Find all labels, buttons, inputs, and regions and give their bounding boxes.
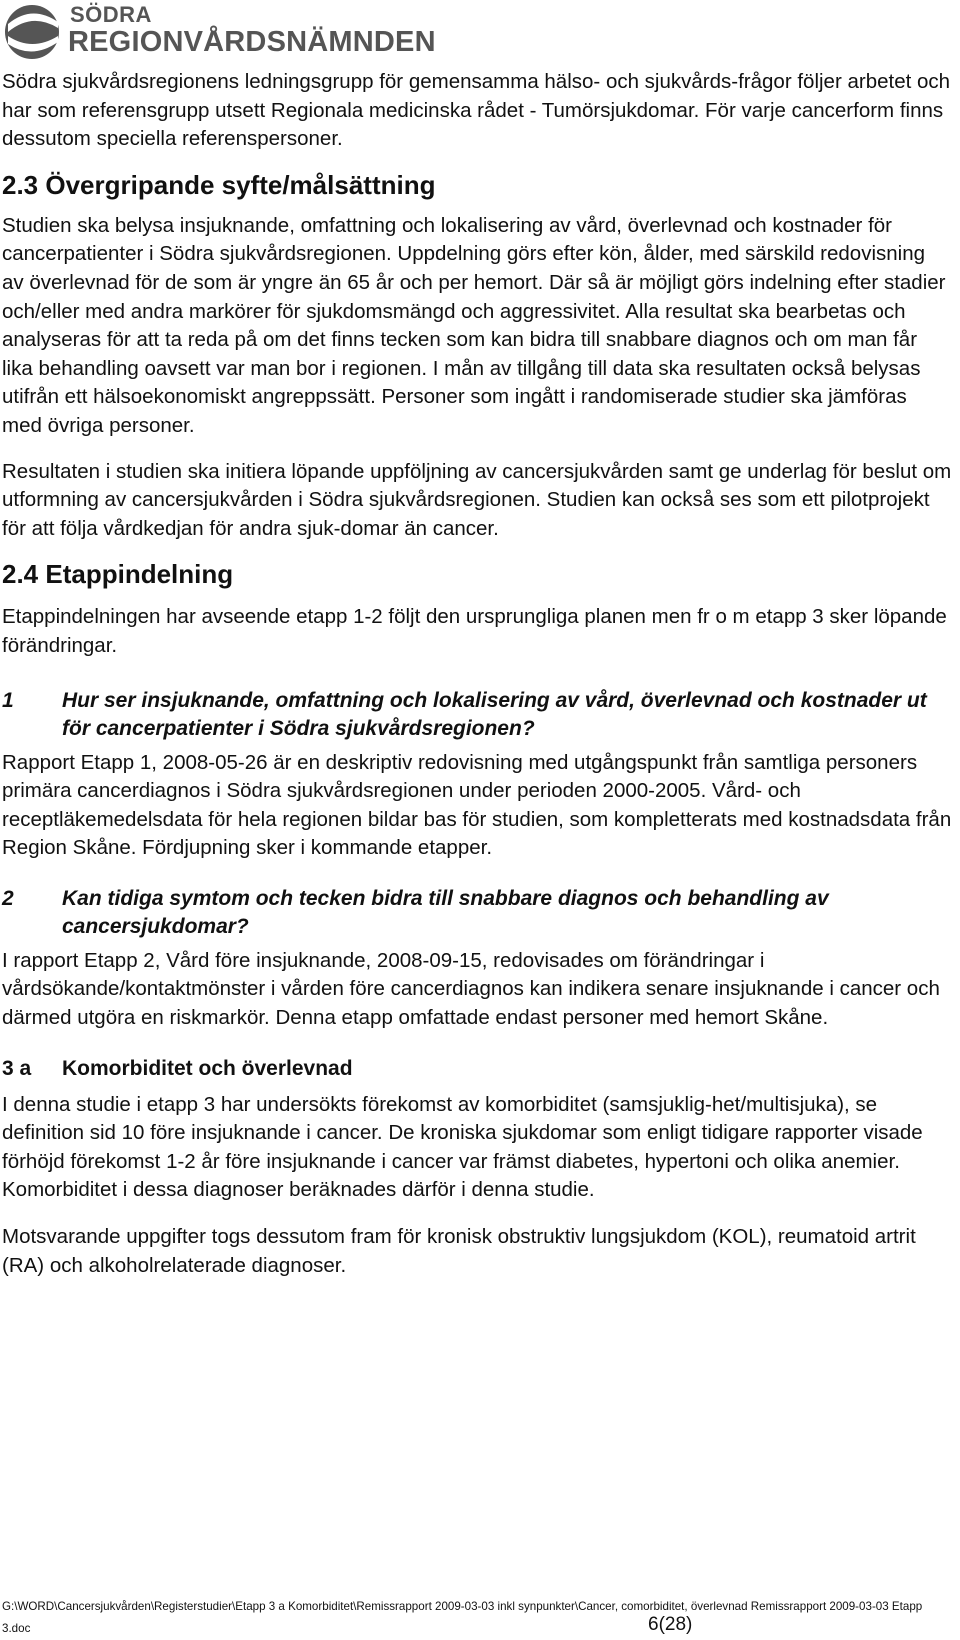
- section-2-4-paragraph: Etappindelningen har avseende etapp 1-2 följt den ursprungliga planen men fr o m etapp 3 sker löpande förändringar.: [2, 605, 947, 657]
- question-1-text: Hur ser insjuknande, omfattning och lokalisering av vård, överlevnad och kostnader ut för cancerpatienter i Södra sjukvårdsregionen?: [62, 688, 927, 740]
- question-1-heading: [2, 687, 952, 743]
- section-3a-paragraph-2: Motsvarande uppgifter togs dessutom fram för kronisk obstruktiv lungsjukdom (KOL), reumatoid artrit (RA) och alkoholrelaterade diagnoser.: [2, 1225, 916, 1277]
- question-2-paragraph: I rapport Etapp 2, Vård före insjuknande, 2008-09-15, redovisades om förändringar i vårdsökande/kontaktmönster i vården före cancerdiagnos kan indikera senare insjuknande i cancer och därmed utgöra en riskmarkör. Denna etapp omfattade endast personer med hemort Skåne.: [2, 948, 940, 1030]
- question-1-number: 1: [2, 688, 14, 712]
- question-2-text: Kan tidiga symtom och tecken bidra till snabbare diagnos och behandling av cancersjukdomar?: [62, 886, 829, 938]
- section-3a-heading: [2, 1055, 952, 1083]
- section-3a-title: Komorbiditet och överlevnad: [62, 1056, 353, 1080]
- section-2-3-heading: 2.3 Övergripande syfte/målsättning: [2, 169, 436, 200]
- footer-file-path: G:\WORD\Cancersjukvården\Registerstudier\Etapp 3 a Komorbiditet\Remissrapport 2009-03-03 inkl synpunkter\Cancer, comorbiditet, överlevnad Remissrapport 2009-03-03 Etapp 3.doc: [2, 1600, 923, 1635]
- sodra-regionvardsnamnden-logo: [2, 2, 436, 60]
- question-2-number: 2: [2, 886, 14, 910]
- section-3a-number: 3 a: [2, 1056, 32, 1080]
- logo-text-regionvardsnamnden: REGIONVÅRDSNÄMNDEN: [68, 26, 436, 58]
- section-2-3-paragraph-1: Studien ska belysa insjuknande, omfattning och lokalisering av vård, överlevnad och kostnader för cancerpatienter i Södra sjukvårdsregionen. Uppdelning görs efter kön, ålder, med särskild redovisning av överlevnad för de som är yngre än 65 år och per hemort. Där så är möjligt görs indelning efter stadier och/eller med andra markörer för sjukdomsmängd och aggressivitet. Alla resultat ska bearbetas och analyseras för att ta reda på om det finns tecken som kan bidra till snabbare diagnos och om man får lika behandling oavsett var man bor i regionen. I mån av tillgång till data ska resultaten också belysas utifrån ett hälsoekonomiskt angreppssätt. Personer som ingått i randomiserade studier ska jämföras med övriga personer.: [2, 213, 946, 437]
- section-2-3-paragraph-2: Resultaten i studien ska initiera löpande uppföljning av cancersjukvården samt ge underlag för beslut om utformning av cancersjukvården i Södra sjukvårdsregionen. Studien kan också ses som ett pilotprojekt för att följa vårdkedjan för andra sjuk-domar än cancer.: [2, 459, 952, 540]
- question-1-paragraph: Rapport Etapp 1, 2008-05-26 är en deskriptiv redovisning med utgångspunkt från samtliga personers primära cancerdiagnos i Södra sjukvårdsregionen under perioden 2000-2005. Vård- och receptläkemedelsdata för hela regionen bildar bas för studien, som kompletterats med kostnadsdata från Region Skåne. Fördjupning sker i kommande etapper.: [2, 750, 952, 860]
- section-2-4-heading: 2.4 Etappindelning: [2, 559, 234, 590]
- document-body: [2, 68, 952, 1280]
- logo-text-sodra: SÖDRA: [70, 2, 152, 27]
- logo-emblem-icon: [2, 2, 66, 60]
- intro-paragraph: Södra sjukvårdsregionens ledningsgrupp för gemensamma hälso- och sjukvårds-frågor följer arbetet och har som referensgrupp utsett Regionala medicinska rådet - Tumörsjukdomar. För varje cancerform finns dessutom speciella referenspersoner.: [2, 70, 951, 151]
- section-3a-paragraph-1: I denna studie i etapp 3 har undersökts förekomst av komorbiditet (samsjuklig-het/multisjuka), se definition sid 10 före insjuknande i cancer. De kroniska sjukdomar som enligt tidigare rapporter visade förhöjd förekomst 1-2 år före insjuknande i cancer var främst diabetes, hypertoni och olika anemier. Komorbiditet i dessa diagnoser beräknades därför i denna studie.: [2, 1092, 923, 1202]
- question-2-heading: [2, 885, 952, 941]
- page-number: 6(28): [648, 1614, 693, 1635]
